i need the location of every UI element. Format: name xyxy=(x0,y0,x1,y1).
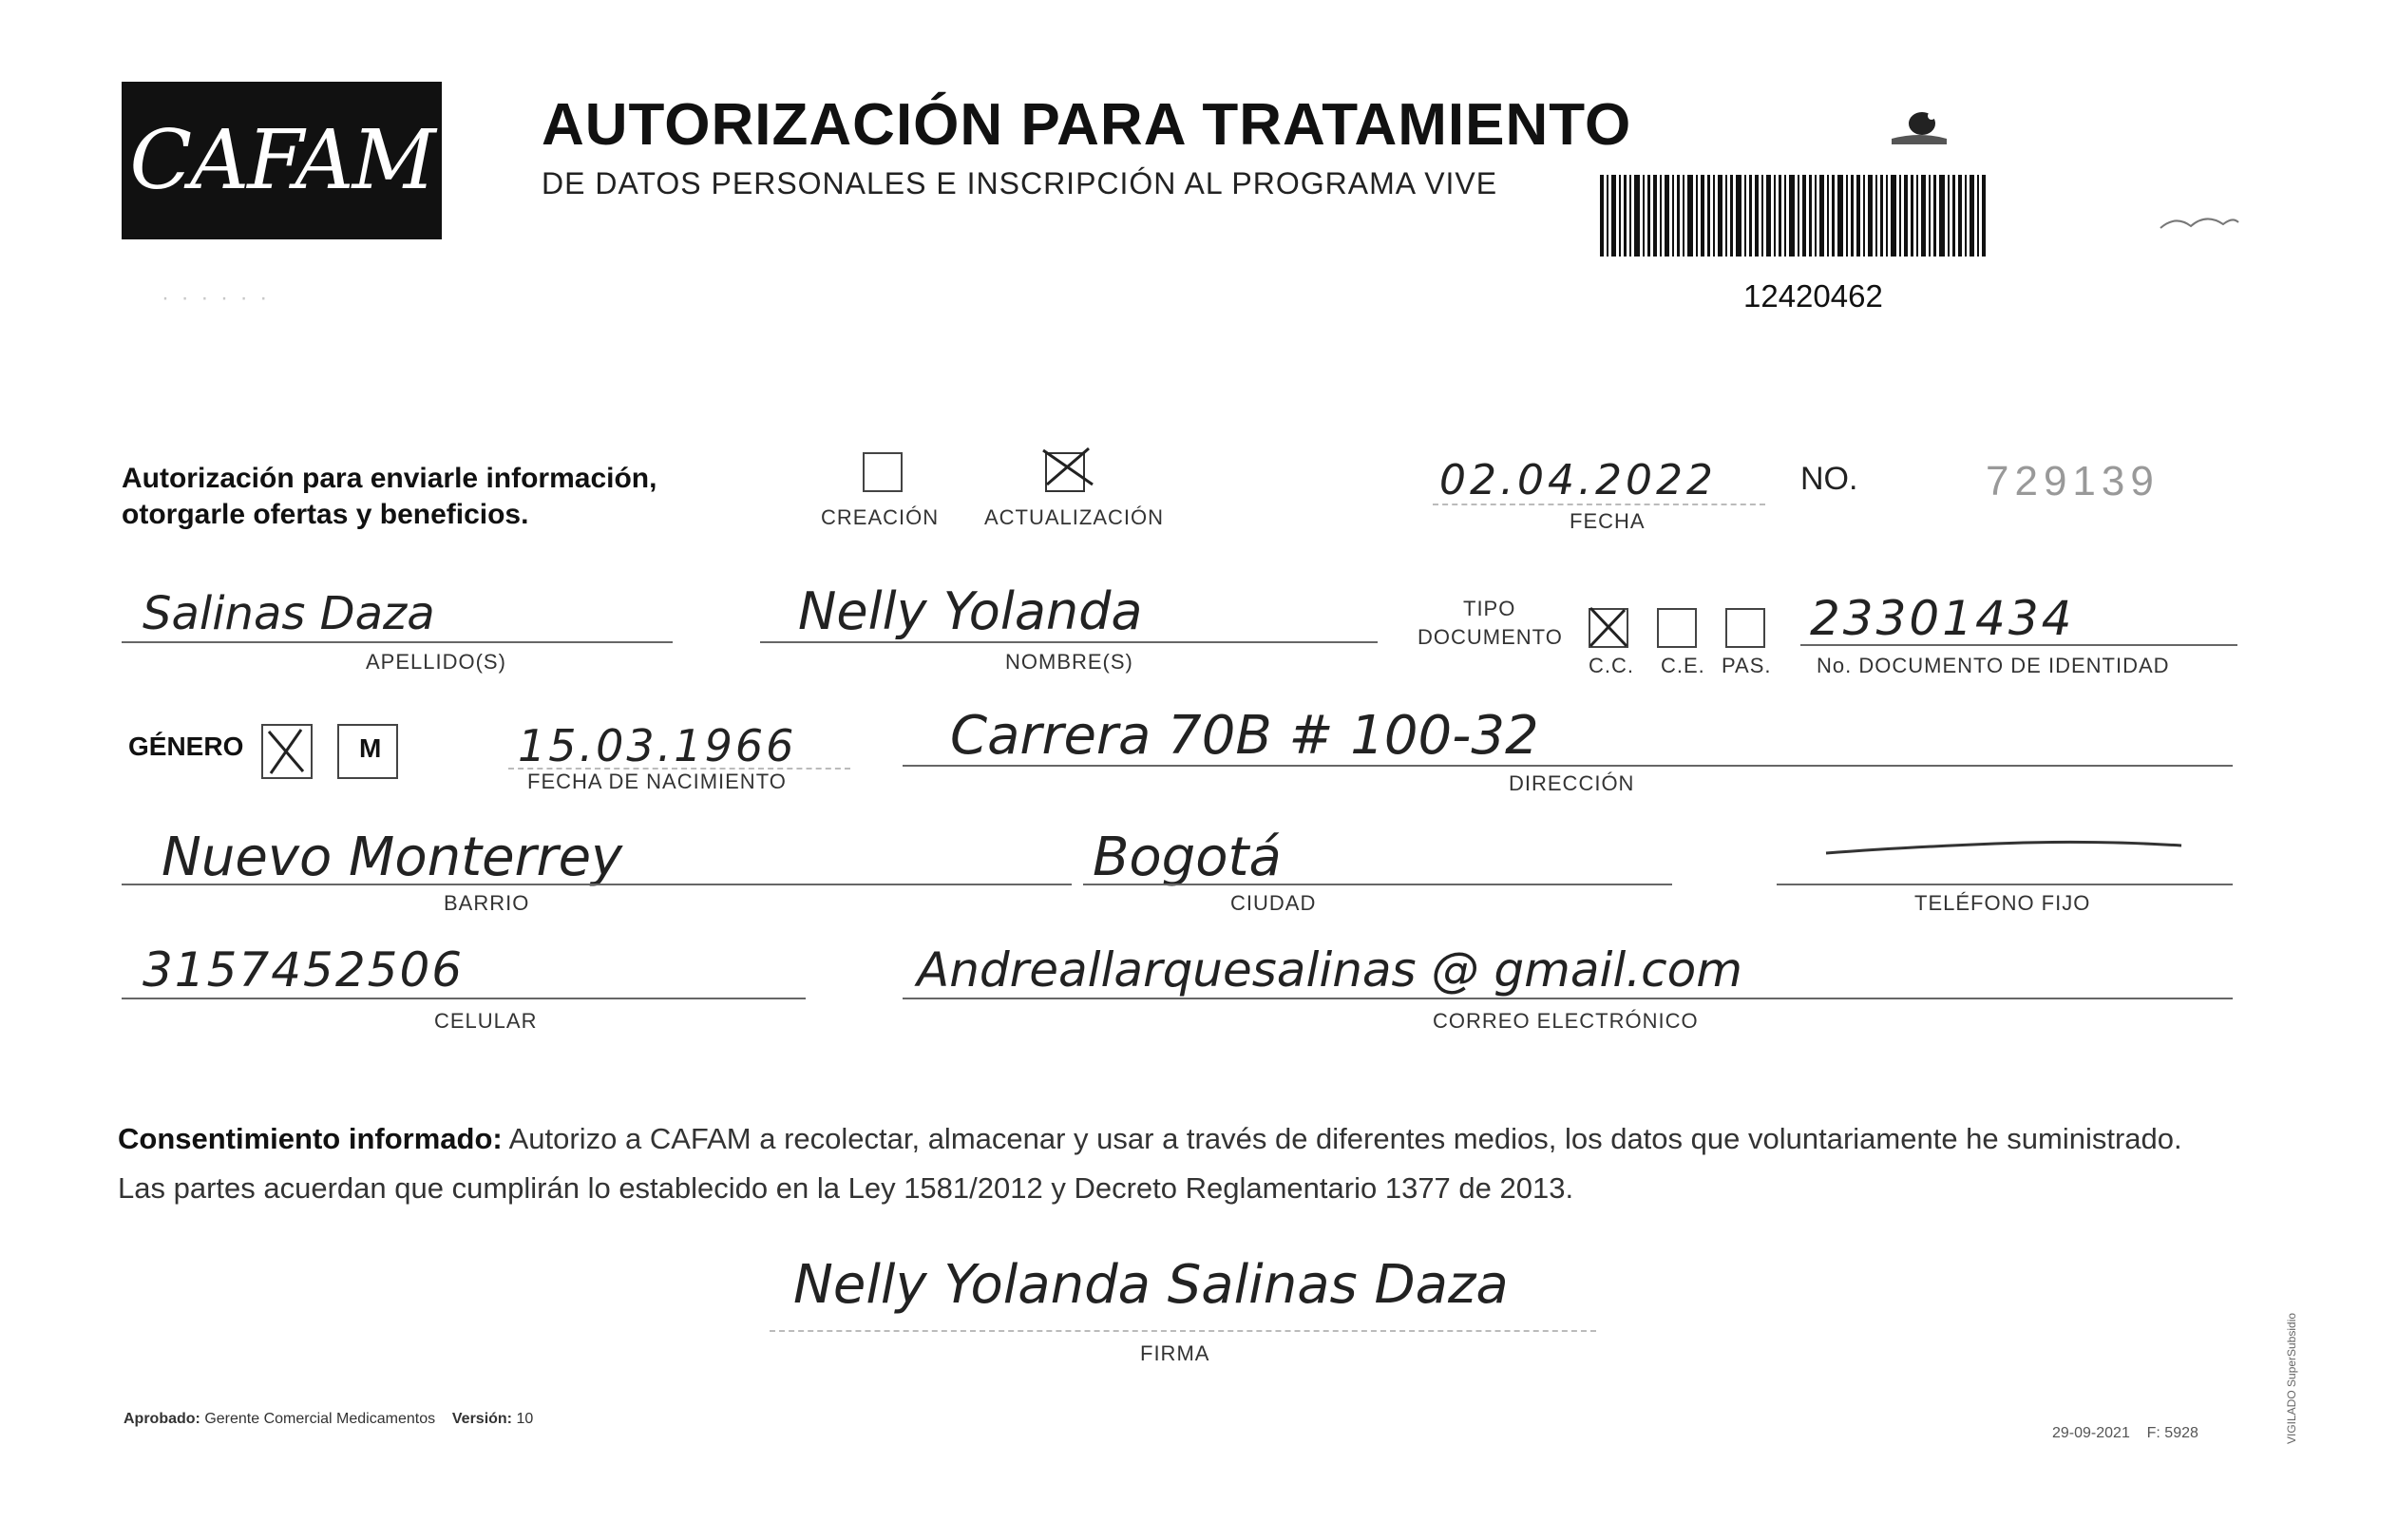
cc-checkbox[interactable] xyxy=(1589,608,1628,648)
nombres-value: Nelly Yolanda xyxy=(798,581,1143,641)
actualizacion-label: ACTUALIZACIÓN xyxy=(984,505,1165,529)
documento-label: DOCUMENTO xyxy=(1418,625,1563,649)
cafam-logo xyxy=(122,82,442,239)
creacion-checkbox[interactable] xyxy=(863,452,903,492)
correo-label: CORREO ELECTRÓNICO xyxy=(1433,1009,1699,1033)
version-label: Versión: xyxy=(451,1411,513,1427)
pas-checkbox[interactable] xyxy=(1725,608,1765,648)
nombres-line xyxy=(760,641,1378,643)
nombres-label: NOMBRE(S) xyxy=(1005,650,1133,674)
footer-aprobado xyxy=(124,1411,533,1428)
correo-value: Andreallarquesalinas @ gmail.com xyxy=(917,942,1742,998)
apellidos-value: Salinas Daza xyxy=(143,587,435,640)
documento-value: 23301434 xyxy=(1810,591,2075,646)
pas-label: PAS. xyxy=(1722,654,1772,677)
m-label: M xyxy=(359,733,382,763)
aprobado-label: Aprobado: xyxy=(124,1411,200,1427)
barrio-line xyxy=(122,884,1072,885)
telefono-scribble xyxy=(1824,827,2185,865)
actualizacion-checkbox[interactable] xyxy=(1045,452,1085,492)
no-value: 729139 xyxy=(1986,458,2160,504)
barrio-value: Nuevo Monterrey xyxy=(162,827,623,888)
ciudad-value: Bogotá xyxy=(1093,827,1282,888)
direccion-value: Carrera 70B # 100-32 xyxy=(950,705,1539,767)
consent-block xyxy=(118,1114,2265,1213)
barrio-label: BARRIO xyxy=(444,891,530,915)
ciudad-line xyxy=(1083,884,1672,885)
telefono-label: TELÉFONO FIJO xyxy=(1914,891,2091,915)
apellidos-line xyxy=(122,641,673,643)
ciudad-label: CIUDAD xyxy=(1230,891,1317,915)
x-mark-icon xyxy=(1039,447,1096,488)
version-value: 10 xyxy=(516,1411,534,1427)
signature-line xyxy=(770,1330,1596,1332)
date-code: 29-09-2021 xyxy=(2052,1425,2130,1441)
ce-label: C.E. xyxy=(1661,654,1705,677)
nacimiento-value: 15.03.1966 xyxy=(518,720,797,771)
direccion-label: DIRECCIÓN xyxy=(1509,771,1635,795)
side-vigilado-text: VIGILADO SuperSubsidio xyxy=(2285,1312,2298,1444)
cc-label: C.C. xyxy=(1589,654,1634,677)
celular-label: CELULAR xyxy=(434,1009,538,1033)
correo-line xyxy=(903,998,2233,999)
consent-heading: Consentimiento informado: xyxy=(118,1122,503,1155)
tipo-label: TIPO xyxy=(1463,597,1516,620)
consent-text-2: Las partes acuerdan que cumplirán lo establecido en la Ley 1581/2012 y Decreto Reglamentario 1377 de 2013. xyxy=(118,1171,1574,1205)
emblem-icon xyxy=(1886,105,1952,148)
telefono-line xyxy=(1777,884,2233,885)
x-mark-icon xyxy=(263,726,311,777)
barcode xyxy=(1600,175,1986,257)
fecha-line xyxy=(1433,504,1765,505)
authorization-line-1: Autorización para enviarle información, xyxy=(122,463,657,494)
scan-mark-icon xyxy=(2157,209,2242,234)
aprobado-value: Gerente Comercial Medicamentos xyxy=(204,1411,436,1427)
fecha-value: 02.04.2022 xyxy=(1439,456,1717,504)
direccion-line xyxy=(903,765,2233,767)
genero-label: GÉNERO xyxy=(128,732,244,761)
logo-text: CAFAM xyxy=(129,113,434,208)
authorization-text xyxy=(122,461,657,533)
f-checkbox[interactable] xyxy=(261,724,313,779)
authorization-line-2: otorgarle ofertas y beneficios. xyxy=(122,499,529,530)
x-mark-icon xyxy=(1585,604,1632,650)
signature-label: FIRMA xyxy=(1140,1341,1210,1365)
documento-number-label: No. DOCUMENTO DE IDENTIDAD xyxy=(1817,654,2170,677)
no-label: NO. xyxy=(1800,461,1858,497)
form-subtitle: DE DATOS PERSONALES E INSCRIPCIÓN AL PROGRAMA VIVE xyxy=(542,166,1498,200)
consent-text: Autorizo a CAFAM a recolectar, almacenar y usar a través de diferentes medios, los datos que voluntariamente he suministrado. xyxy=(508,1122,2182,1155)
form-code: F: 5928 xyxy=(2146,1425,2198,1441)
signature-value: Nelly Yolanda Salinas Daza xyxy=(793,1254,1509,1316)
creacion-label: CREACIÓN xyxy=(821,505,940,529)
documento-line xyxy=(1800,644,2237,646)
faint-stamp: · · · · · · xyxy=(162,285,271,311)
apellidos-label: APELLIDO(S) xyxy=(366,650,506,674)
form-title: AUTORIZACIÓN PARA TRATAMIENTO xyxy=(542,92,1632,158)
celular-line xyxy=(122,998,806,999)
barcode-number: 12420462 xyxy=(1743,278,1883,314)
ce-checkbox[interactable] xyxy=(1657,608,1697,648)
nacimiento-label: FECHA DE NACIMIENTO xyxy=(527,770,787,793)
fecha-label: FECHA xyxy=(1570,509,1646,533)
footer-codes xyxy=(2052,1425,2198,1442)
celular-value: 3157452506 xyxy=(143,942,465,998)
